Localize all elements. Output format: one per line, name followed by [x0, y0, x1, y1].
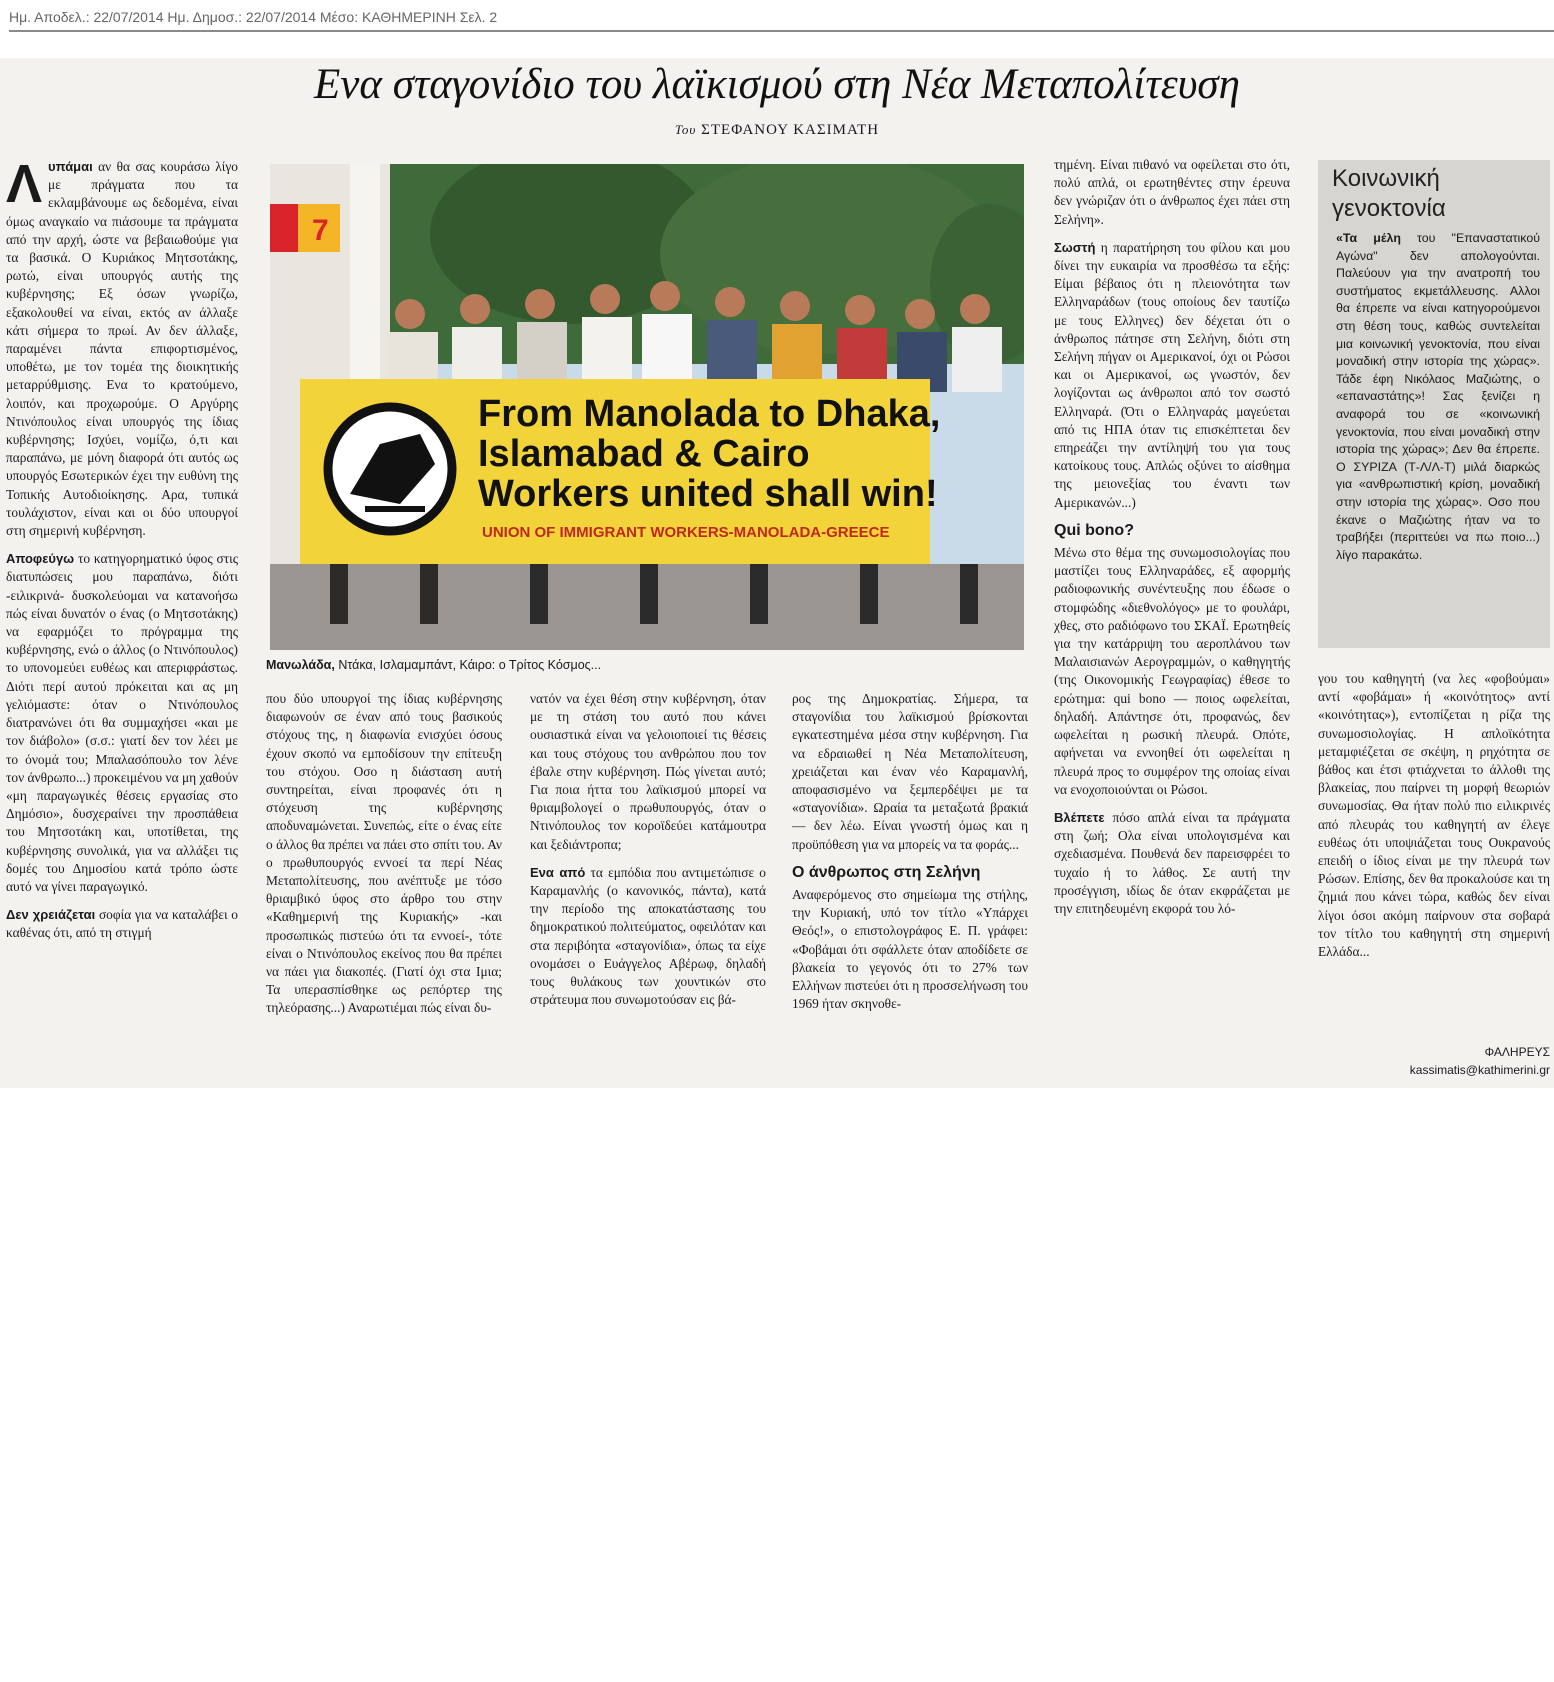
byline-prefix: Του: [674, 122, 697, 137]
paragraph-text: η παρατήρηση του φίλου και μου δίνει την ευκαιρία να προσθέσω τα εξής: Είμαι βέβαιος ότι η πλειονότητα των Ελληναράδων (τους οποίους δεν ταυτίζω με τους Ελληνες) δεν δέχεται ότι ο άνθρωπος πάτησε στη Σελήνη, διότι στη Σελήνη πήγαν οι Αμερικανοί, όχι οι Ρώσοι και οι Αμερικανοί, ως γνωστόν, δεν λογίζονται ως άνθρωποι από τον σωστό Ελληναρά. (Ότι ο Ελληναράς μαγεύεται από τις ΗΠΑ όταν τις επισκέπτεται δεν επηρεάζει την αντίληψή του για τους κατοίκους τους. Απλώς οξύνει το αίσθημα της μειονεξίας του έναντι των Αμερικανών...): [1054, 239, 1290, 510]
station-sign-number: 7: [312, 214, 329, 247]
paragraph: που δύο υπουργοί της ίδιας κυβέρνησης διαφωνούν σε έναν από τους βασικούς στόχους της, η διαφωνία ενισχύει όσους έχουν σκοπό να εμποδίσουν την επίτευξη του στόχου. Οσο η διάσταση αυτή συντηρείται, είναι προφανές ότι η στόχευση της κυβέρνησης αποδυναμώνεται. Συνεπώς, είτε ο ένας είτε ο άλλος θα πρέπει να πάει στο σπίτι του. Αν ο πρωθυπουργός ενvoεί τα περί Νέας Μεταπολίτευσης, που ανέπτυξε με τόσο θριαμβικό ύφος στο άρθρο του στην «Καθημερινή της Κυριακής» -και προσωπικώς πιστεύω ότι τα εννοεί-, τότε είναι ο Ντινόπουλος εκείνος που θα πρέπει να πάει για διακοπές. (Γιατί όχι στα Ιμια; Τα υπερασπίσθηκε ως ρεπόρτερ της τηλεόρασης...) Αναρωτιέμαι πώς είναι δυ-: [266, 691, 502, 1016]
protest-photo: [270, 164, 1024, 650]
clipping-header: Ημ. Αποδελ.: 22/07/2014 Ημ. Δημοσ.: 22/07/2014 Μέσο: ΚΑΘΗΜΕΡΙΝΗ Σελ. 2: [9, 9, 498, 25]
article-title: Ενα σταγονίδιο του λαϊκισμού στη Νέα Μεταπολίτευση: [314, 61, 1240, 108]
sidebar-title-line: Κοινωνική: [1332, 165, 1440, 192]
sidebar-text: [1336, 230, 1540, 564]
byline: [0, 122, 1554, 139]
paragraph: [6, 158, 238, 540]
paragraph: [1054, 809, 1290, 918]
signoff: [1318, 1043, 1550, 1079]
paragraph-text: τα εμπόδια που αντιμετώπισε ο Καραμανλής (ο κανονικός, πάντα), κατά την περίοδο της αποκατάστασης του δημοκρατικού πολιτεύματος, οφειλόταν και στα περιβόητα «σταγονίδια», όπως τα είχε ονομάσει ο Ευάγγελος Αβέρωφ, δηλαδή τους θυλάκους των χουντικών στο στράτευμα που συνωμοτούσαν εις βά-: [530, 864, 766, 1008]
paragraph: [6, 906, 238, 942]
paragraph-text: το κατηγορηματικό ύφος στις διατυπώσεις μου παραπάνω, διότι -ειλικρινά- δυσκολεύομαι να κατανοήσω πώς είναι δυνατόν ο ένας (ο Μητσοτάκης) να εφαρμόζει το πρόγραμμα της κυβέρνησης, ενώ ο άλλος (ο Ντινόπουλος) το υπονομεύει ευθέως και απεριφράστως. Διότι περί αυτού πρόκειται και ας μη γελιόμαστε: όταν ο Ντινόπουλος διατρανώνει ότι θα συμμαχήσει «και με τον διάβολο» (σ.σ.: γιατί δεν τον λέει με το όνομά του; Μπαλασόπουλο τον λένε τον άνθρωπο...) προκειμένου να μη χαθούν «μη παραγωγικές θέσεις εργασίας στο Δημόσιο», δυσχεραίνει την προσπάθεια του Μητσοτάκη και, υποτίθεται, της κυβέρνησης συνολικά, για να αλλάξει τις δομές του Δημοσίου κατά τρόπο ώστε αυτό να γίνει παραγωγικό.: [6, 551, 238, 894]
photo-caption: [266, 658, 1026, 672]
lead-in: Δεν χρειάζεται: [6, 907, 96, 923]
banner-line-1: From Manolada to Dhaka,: [478, 393, 941, 435]
subheading: Qui bono?: [1054, 521, 1134, 539]
banner-line-2: Islamabad & Cairo: [478, 433, 810, 475]
signoff-name: ΦΑΛΗΡΕΥΣ: [1484, 1045, 1550, 1059]
article-column-1: [6, 158, 238, 1088]
article-column-4: [792, 690, 1028, 1088]
article-column-6: [1318, 670, 1550, 1040]
paragraph-text: σοφία για να καταλάβει ο καθένας ότι, από τη στιγμή: [6, 907, 238, 941]
lead-in: Βλέπετε: [1054, 809, 1105, 825]
article-column-3: [530, 690, 766, 1088]
paragraph: ρος της Δημοκρατίας. Σήμερα, τα σταγονίδια του λαϊκισμού βρίσκονται εγκατεστημένα μέσα στην κυβέρνηση. Για να εδραιωθεί η Νέα Μεταπολίτευση, χρειάζεται και έναν νέο Καραμανλή, αποφασισμένο να ξεμπερδέψει με τα «σταγονίδια». Ωραία τα μεταξωτά βρακιά — δεν λέω. Είναι γνωστή όμως και η προϋπόθεση για να μπορείς να τα φοράς...: [792, 691, 1028, 852]
author-email: kassimatis@kathimerini.gr: [1409, 1063, 1550, 1077]
lead-in: Αποφεύγω: [6, 551, 75, 567]
paragraph-text: αν θα σας κουράσω λίγο με πράγματα που τα εκλαμβάνουμε ως δεδομένα, είναι όμως αναγκαίο να πιάσουμε τα πράγματα από την αρχή, ώστε να βεβαιωθούμε για τα βασικά. Ο Κυριάκος Μητσοτάκης, ρωτώ, είναι υπουργός αυτής της κυβέρνησης; Εξ όσων γνωρίζω, εξακολουθεί να είναι, εκτός αν άλλαξε κάτι σήμερα το πρωί. Αν δεν άλλαξε, παραμένει πάντα επιφορτισμένος, υποθέτω, με τον τομέα της διοικητικής μεταρρύθμισης. Ενα το κρατούμενο, λοιπόν, και προχωρούμε. Ο Αργύρης Ντινόπουλος είναι υπουργός της ίδιας κυβέρνησης; Ισχύει, νομίζω, ό,τι και παραπάνω, με μόνη διαφορά ότι αυτός ως υπουργός Εσωτερικών έχει την ευθύνη της Τοπικής Αυτοδιοίκησης. Αρα, τυπικά τουλάχιστον, είναι και οι δύο υπουργοί στη σημερινή κυβέρνηση.: [6, 159, 238, 539]
article-photo: [270, 164, 1024, 650]
sidebar-box: [1318, 160, 1550, 648]
subheading: Ο άνθρωπος στη Σελήνη: [792, 863, 981, 881]
lead-in: Σωστή: [1054, 239, 1096, 255]
banner-line-4: UNION OF IMMIGRANT WORKERS-MANOLADA-GREECE: [482, 524, 890, 541]
paragraph: [1054, 239, 1290, 512]
sidebar-title: [1332, 164, 1446, 224]
paragraph: τημένη. Είναι πιθανό να οφείλεται στο ότι, πολύ απλά, οι ερωτηθέντες στην έρευνα δεν γνώριζαν ότι ο άνθρωπος έχει πάει στη Σελήνη».: [1054, 157, 1290, 227]
paragraph: [530, 864, 766, 1010]
caption-text: Ντάκα, Ισλαμαμπάντ, Κάιρο: ο Τρίτος Κόσμος...: [334, 658, 602, 672]
drop-cap: Λ: [6, 158, 43, 214]
article-column-2: [266, 690, 502, 1088]
caption-lead: Μανωλάδα,: [266, 658, 335, 672]
paragraph: [6, 550, 238, 896]
paragraph: Μένω στο θέμα της συνωμοσιολογίας που μαστίζει τους Ελληναράδες, εξ αφορμής ραδιοφωνικής συνέντευξης που έδωσε ο στομφώδης «διεθνολόγος» με το φουλάρι, χθες, στο ραδιόφωνο του ΣΚΑΪ. Ερωτηθείς για την κατάρριψη του αεροπλάνου των Μαλαισιανών Αερογραμμών, ο καθηγητής (της Οικονομικής Γεωγραφίας) έθεσε το ερώτημα: qui bono — ποιος ωφελείται, δηλαδή. Απάντησε ότι, προφανώς, δεν ωφελείται η ρωσική πλευρά. Οπότε, αφήνεται να εννοηθεί ότι ωφελείται η πλευρά προς το συμφέρον της οποίας είναι να ενοχοποιούνται οι Ρώσοι.: [1054, 545, 1290, 797]
article-column-5: [1054, 156, 1290, 1088]
banner-line-3: Workers united shall win!: [478, 473, 938, 515]
lead-in: υπάμαι: [48, 159, 93, 174]
paragraph-text: του "Επαναστατικού Αγώνα" δεν απολογούνται. Παλεύουν για την ανατροπή του συστήματος εκμετάλλευσης. Αλλοι θα έπρεπε να είναι κατηγορούμενοι στη θέση τους, καθώς συντελείται μια κοινωνική γενοκτονία, που είναι μοναδική στην ιστορία της χώρας». Τάδε έφη Νικόλαος Μαζιώτης, ο «επαναστάτης»! Σας ξενίζει η αναφορά του σε «κοινωνική γενοκτονία, που είναι μοναδική στην ιστορία της χώρας»; Δεν θα έπρεπε. Ο ΣΥΡΙΖΑ (Τ-Λ/Λ-Τ) μιλά διαρκώς για «ανθρωπιστική κρίση, μοναδική στην ιστορία της χώρας». Οσο που έκανε ο Μαζιώτης ήταν να το τραβήξει (περιττεύει να πω ποιο...) λίγο παρακάτω.: [1336, 231, 1541, 562]
paragraph: Αναφερόμενος στο σημείωμα της στήλης, την Κυριακή, υπό τον τίτλο «Υπάρχει Θεός!», ο επιστολογράφος Ε. Π. γράφει: «Φοβάμαι ότι σφάλλετε όταν αποδίδετε σε βλακεία το γεγονός ότι το 27% των Ελλήνων πιστεύει ότι η προσσελήνωση του 1969 ήταν σκηνοθε-: [792, 887, 1028, 1012]
paragraph: νατόν να έχει θέση στην κυβέρνηση, όταν με τη στάση του αυτό που κάνει ουσιαστικά είναι να γελοιοποιεί τις θέσεις και τους στόχους του ανθρώπου που τον έβαλε στην κυβέρνηση. Πώς γίνεται αυτό; Για ποια ήττα του λαϊκισμού μπορεί να θριαμβολογεί ο πρωθυπουργός, όταν ο Ντινόπουλος τον κοροϊδεύει κατάμουτρα και ξεδιάντροπα;: [530, 691, 766, 852]
header-divider: [9, 30, 1554, 32]
newspaper-clipping: [0, 58, 1554, 1088]
author-name: ΣΤΕΦΑΝΟΥ ΚΑΣΙΜΑΤΗ: [701, 122, 880, 138]
lead-in: Ενα από: [530, 864, 586, 880]
paragraph-text: πόσο απλά είναι τα πράγματα στη ζωή; Ολα είναι υπολογισμένα και σχεδιασμένα. Πουθενά δεν παρεισφρέει το τυχαίο ή το λάθος. Σε αυτή την προσέγγιση, ιδίως δε όταν εκφράζεται με την επιτηδευμένη εκφορά του λό-: [1054, 809, 1290, 916]
paragraph: γου του καθηγητή (να λες «φοβούμαι» αντί «φοβάμαι» ή «κοινότητος» αντί «κοινότητας»), εντοπίζεται η ρίζα της συνωμοσιολογίας. Η απλοϊκότητα μεταμφιέζεται σε σκέψη, η ρηχότητα σε βάθος και έτσι φτιάχνεται το άλλοθι της βλακείας, που παίρνει τη μορφή θεωριών συνωμοσίας. Θα ήταν πολύ πιο ειλικρινές από πλευράς του καθηγητή αν έλεγε ευθέως ότι υποψιάζεται τους Ουκρανούς επειδή ο ίδιος είναι με την πλευρά των Ρώσων. Επίσης, δεν θα προκαλούσε και τη ζημιά που κάνει τώρα, καθώς δεν είναι λίγοι όσοι ακόμη παίρνουν στα σοβαρά τον τίτλο του καθηγητή στη σημερινή Ελλάδα...: [1318, 671, 1550, 960]
lead-in: «Τα μέλη: [1336, 231, 1401, 245]
sidebar-title-line: γενοκτονία: [1332, 195, 1446, 222]
